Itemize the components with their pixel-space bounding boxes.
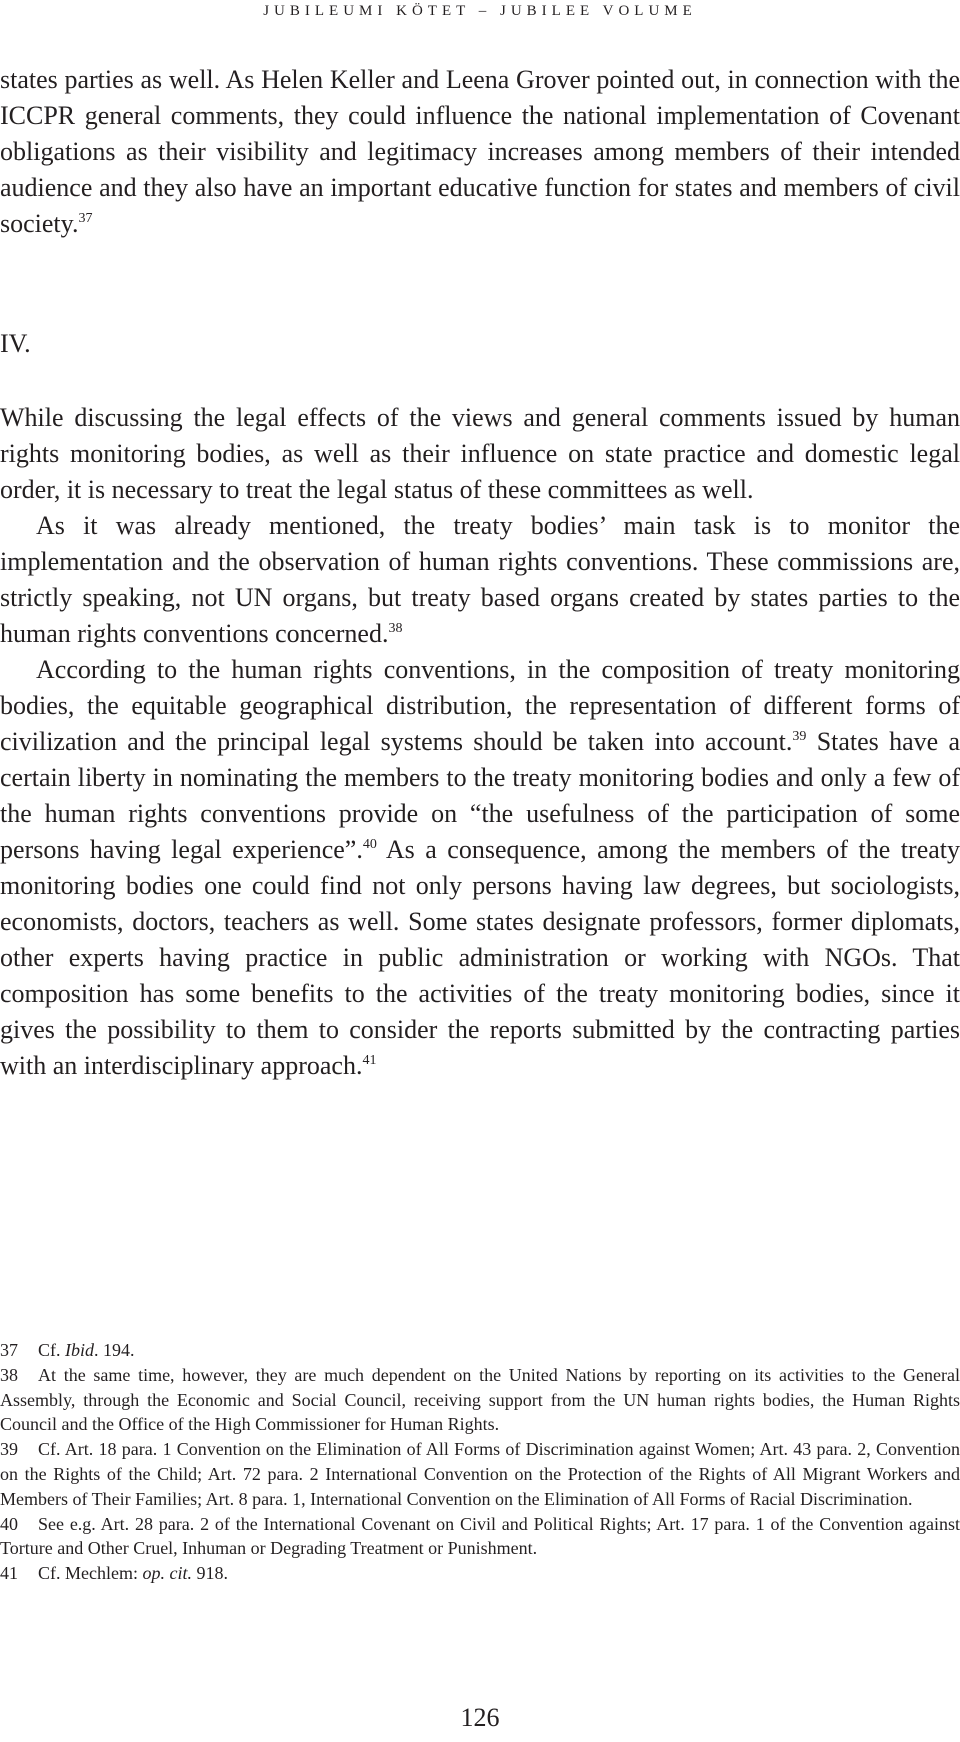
running-header: JUBILEUMI KÖTET – JUBILEE VOLUME	[263, 3, 697, 19]
footnote-41	[0, 1561, 960, 1586]
footnote-ref-39[interactable]: 39	[792, 729, 807, 744]
section-paragraph-2-text: As it was already mentioned, the treaty bodies’ main task is to monitor the implementation and the observation of human rights conventions. These commissions are, strictly speaking, not UN organs, but treaty based organs created by states parties to the human rights conventions concerned.	[0, 511, 960, 648]
section-paragraph-3-part-3: As a consequence, among the members of the treaty monitoring bodies one could find not only persons having law degrees, but sociologists, economists, doctors, teachers as well. Some states designate professors, former diplomats, other experts having practice in public administration or working with NGOs. That composition has some benefits to the activities of the treaty monitoring bodies, since it gives the possibility to them to consider the reports submitted by the contracting parties with an interdisciplinary approach.	[0, 835, 960, 1080]
page-number: 126	[460, 1703, 500, 1732]
footnote-text: At the same time, however, they are much dependent on the United Nations by reporting on its activities to the General Assembly, through the Economic and Social Council, receiving support from the UN human rights bodies, the Human Rights Council and the Office of the High Commissioner for Human Rights.	[0, 1364, 960, 1435]
footnote-number: 37	[0, 1340, 18, 1360]
footnote-40	[0, 1512, 960, 1562]
footnote-number: 38	[0, 1364, 18, 1385]
footnote-text: Cf. Mechlem:	[38, 1563, 143, 1584]
section-paragraph-2	[0, 508, 960, 652]
footnote-37	[0, 1338, 960, 1363]
footnote-text: Cf. Art. 18 para. 1 Convention on the Elimination of All Forms of Discrimination against Women; Art. 43 para. 2, Convention on the Rights of the Child; Art. 72 para. 2 International Convention on the Protection of the Rights of All Migrant Workers and Members of Their Families; Art. 8 para. 1, International Convention on the Elimination of All Forms of Racial Discrimination.	[0, 1439, 960, 1509]
footnote-number: 40	[0, 1513, 18, 1534]
section-paragraph-3	[0, 652, 960, 1084]
intro-paragraph	[0, 62, 960, 242]
footnote-ref-37[interactable]: 37	[78, 211, 93, 226]
section-paragraph-3-part-2: States have a certain liberty in nominating the members to the treaty monitoring bodies and only a few of the human rights conventions provide on “the usefulness of the participation of some persons having legal experience”.	[0, 727, 960, 864]
section-heading: IV.	[0, 329, 31, 358]
footnote-39	[0, 1437, 960, 1511]
section-paragraph-1: While discussing the legal effects of the views and general comments issued by human rights monitoring bodies, as well as their influence on state practice and domestic legal order, it is necessary to treat the legal status of these committees as well.	[0, 403, 960, 504]
footnote-text-end: 918.	[191, 1563, 228, 1584]
section-body	[0, 400, 960, 1084]
footnote-text-end: . 194.	[94, 1340, 135, 1360]
section-paragraph-3-part-1: According to the human rights conventions, in the composition of treaty monitoring bodies, the equitable geographical distribution, the representation of different forms of civilization and the principal legal systems should be taken into account.	[0, 655, 960, 756]
footnote-ref-41[interactable]: 41	[362, 1053, 377, 1068]
footnote-italic: op. cit.	[142, 1563, 192, 1584]
footnote-ref-40[interactable]: 40	[362, 837, 377, 852]
intro-paragraph-text: states parties as well. As Helen Keller and Leena Grover pointed out, in connection with the ICCPR general comments, they could influence the national implementation of Covenant obligations as their visibility and legitimacy increases among members of their intended audience and they also have an important educative function for states and members of civil society.	[0, 65, 960, 238]
footnote-number: 41	[0, 1563, 18, 1584]
footnote-text: Cf.	[38, 1340, 65, 1360]
footnote-38	[0, 1363, 960, 1437]
footnote-number: 39	[0, 1439, 18, 1460]
footnote-italic: Ibid	[65, 1340, 94, 1360]
footnotes	[0, 1338, 960, 1586]
footnote-ref-38[interactable]: 38	[388, 621, 403, 636]
intro-text-block	[0, 62, 960, 242]
footnote-text: See e.g. Art. 28 para. 2 of the International Covenant on Civil and Political Rights; Art. 17 para. 1 of the Convention against Torture and Other Cruel, Inhuman or Degrading Treatment or Punishment.	[0, 1513, 960, 1559]
